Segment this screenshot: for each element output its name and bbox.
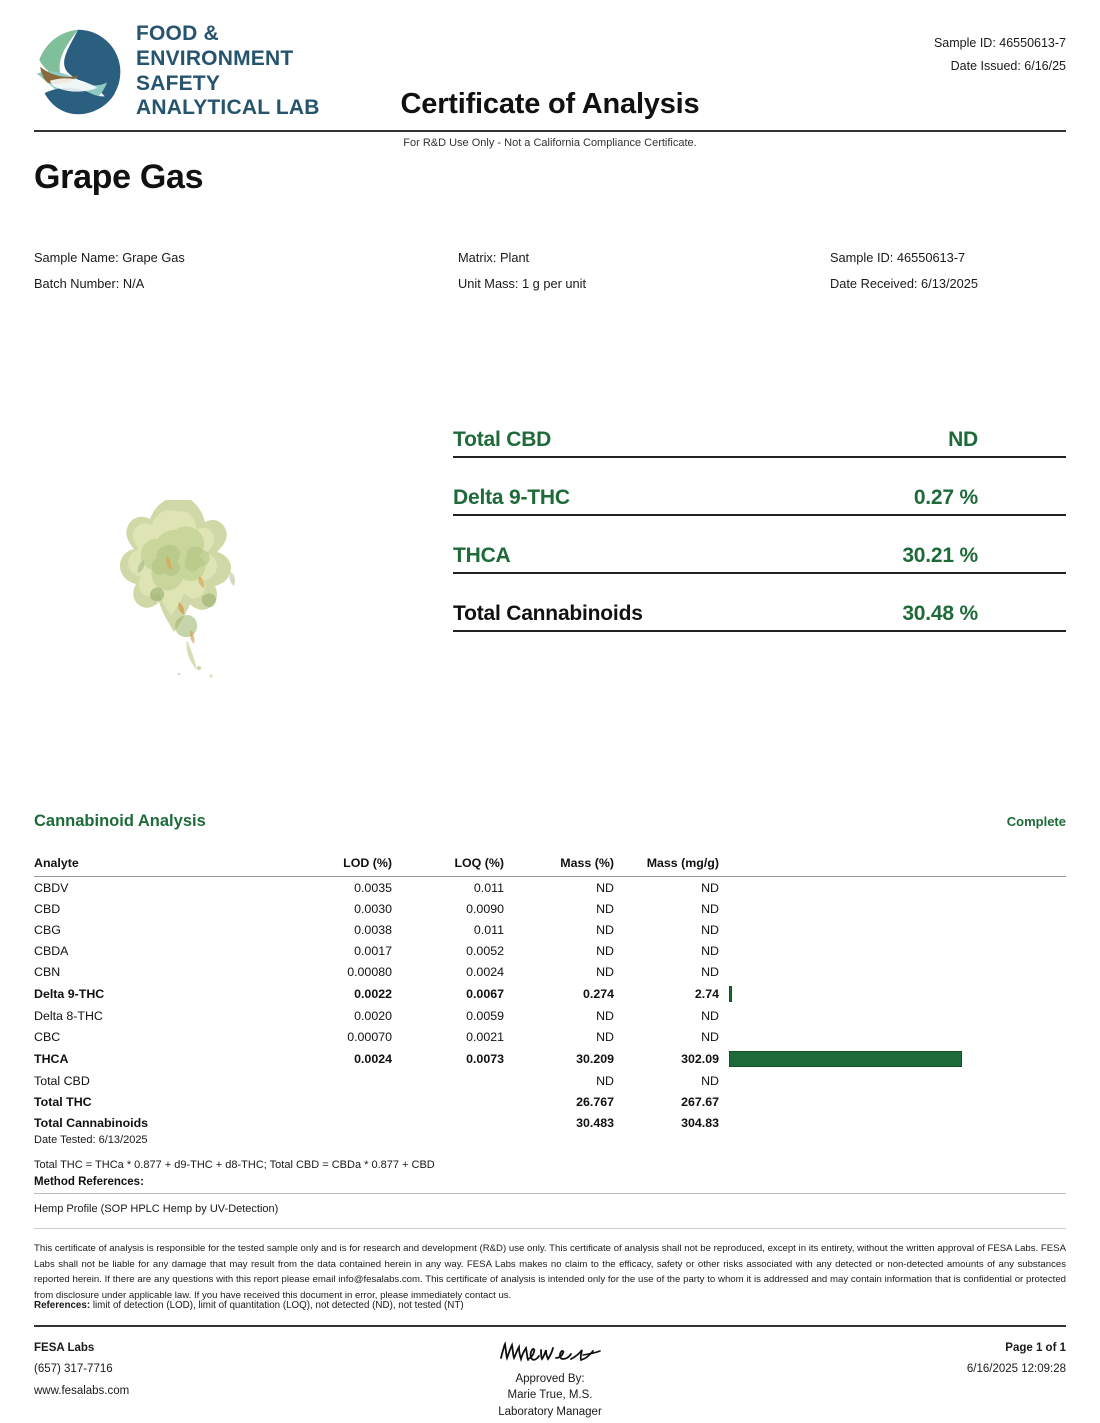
approver-name: Marie True, M.S. (507, 1389, 593, 1402)
sample-info-column-3 (830, 245, 1066, 297)
cell-analyte: Total THC (34, 1094, 92, 1109)
cell-mass-mgg: ND (701, 880, 719, 895)
cell-lod: 0.0017 (354, 943, 392, 958)
cannabis-bud-image (95, 490, 285, 690)
cell-analyte: Delta 9-THC (34, 986, 105, 1001)
cell-analyte: CBN (34, 964, 61, 979)
cell-loq: 0.0024 (466, 964, 504, 979)
cell-value-bar (719, 919, 1066, 940)
summary-label-thca: THCA (453, 544, 511, 567)
sample-name: Sample Name: Grape Gas (34, 250, 185, 265)
cell-mass-pct: ND (596, 922, 614, 937)
cannabinoid-analysis-table (34, 856, 1066, 1133)
matrix: Matrix: Plant (458, 250, 530, 265)
summary-value-thca: 30.21 % (902, 544, 978, 567)
cell-loq: 0.0052 (466, 943, 504, 958)
cell-lod: 0.00070 (347, 1029, 392, 1044)
summary-row (453, 516, 1066, 574)
table-row (34, 1091, 1066, 1112)
calculation-formula: Total THC = THCa * 0.877 + d9-THC + d8-THC; Total CBD = CBDa * 0.877 + CBD (34, 1159, 435, 1172)
section-title: Cannabinoid Analysis (34, 812, 206, 830)
cell-mass-mgg: ND (701, 1029, 719, 1044)
approved-by-label: Approved By: (515, 1372, 585, 1385)
footer-lab-name: FESA Labs (34, 1342, 95, 1354)
cell-value-bar (719, 1091, 1066, 1112)
signature-icon (495, 1338, 605, 1364)
batch-number: Batch Number: N/A (34, 276, 145, 292)
cell-loq: 0.0073 (466, 1051, 504, 1066)
col-header-mass-pct: Mass (%) (504, 856, 614, 877)
cell-value-bar (719, 898, 1066, 919)
cell-mass-mgg: 2.74 (694, 986, 719, 1001)
cell-lod: 0.0024 (354, 1051, 392, 1066)
value-bar (729, 986, 732, 1002)
cell-loq: 0.0059 (466, 1008, 504, 1023)
sample-info-column-2 (458, 245, 830, 297)
cell-mass-pct: ND (596, 1029, 614, 1044)
analysis-table-body (34, 877, 1066, 1134)
sample-id: Sample ID: 46550613-7 (830, 250, 966, 265)
cell-analyte: CBDV (34, 880, 69, 895)
summary-row (453, 458, 1066, 516)
cell-value-bar (719, 877, 1066, 899)
cell-loq: 0.011 (473, 880, 504, 895)
unit-mass: Unit Mass: 1 g per unit (458, 276, 587, 292)
summary-results-table (453, 400, 1066, 632)
cell-mass-pct: ND (596, 964, 614, 979)
cell-lod (284, 1070, 392, 1091)
cell-value-bar (719, 940, 1066, 961)
status-badge: Complete (1006, 814, 1066, 829)
cell-mass-mgg: 302.09 (681, 1051, 719, 1066)
date-tested: Date Tested: 6/13/2025 (34, 1134, 148, 1146)
cell-mass-mgg: ND (701, 1073, 719, 1088)
cell-lod: 0.0022 (354, 986, 392, 1001)
cell-mass-mgg: 304.83 (681, 1115, 719, 1130)
sample-info-column-1 (34, 245, 458, 297)
table-row (34, 1026, 1066, 1047)
cell-lod (284, 1091, 392, 1112)
cell-mass-mgg: 267.67 (681, 1094, 719, 1109)
sample-info-block (34, 245, 1066, 297)
legal-disclaimer: This certificate of analysis is responsible for the tested sample only and is for research and development (R&D) use only. This certificate of analysis shall not be reproduced, except in its entirety, without the written approval of FESA Labs. FESA Labs shall not be liable for any damage that may result from the data contained herein in any way. FESA Labs makes no claim to the efficacy, safety or other risks associated with any detected or non-detected amounts of any substances reported herein. If there are any questions with this report please email info@fesalabs.com. This certificate of analysis is intended only for the use of the party to whom it is addressed and may contain information that is confidential or protected from disclosure under applicable law. If you have received this document in error, please immediately contact us. (34, 1243, 1066, 1301)
cell-value-bar (719, 1026, 1066, 1047)
summary-label-delta-9-thc: Delta 9-THC (453, 486, 570, 509)
table-row (34, 1047, 1066, 1070)
table-row (34, 940, 1066, 961)
sample-photo (35, 300, 375, 770)
summary-row (453, 400, 1066, 458)
page-subtitle: For R&D Use Only - Not a California Compliance Certificate. (403, 137, 697, 149)
cell-mass-pct: ND (596, 880, 614, 895)
footer-approval (34, 1338, 1066, 1421)
cell-value-bar (719, 982, 1066, 1005)
cell-loq: 0.011 (473, 922, 504, 937)
logo-line-1: FOOD & (136, 22, 219, 45)
cell-lod: 0.0035 (354, 880, 392, 895)
cell-mass-pct: ND (596, 901, 614, 916)
page-title: Certificate of Analysis (400, 88, 700, 120)
references-label: References: (34, 1300, 91, 1311)
summary-label-total-cannabinoids: Total Cannabinoids (453, 602, 643, 625)
cell-mass-mgg: ND (701, 901, 719, 916)
table-header-row (34, 856, 1066, 877)
document-header (0, 0, 1100, 132)
table-row (34, 898, 1066, 919)
cell-analyte: CBDA (34, 943, 69, 958)
summary-value-delta-9-thc: 0.27 % (913, 486, 978, 509)
col-header-bar (719, 856, 1066, 877)
page-number: Page 1 of 1 (1005, 1342, 1066, 1354)
notes-divider (34, 1228, 1066, 1229)
cell-mass-mgg: ND (701, 1008, 719, 1023)
cell-mass-pct: 30.483 (576, 1115, 614, 1130)
col-header-lod: LOD (%) (284, 856, 392, 877)
cell-loq: 0.0090 (466, 901, 504, 916)
cell-lod: 0.0038 (354, 922, 392, 937)
references-line (34, 1300, 1066, 1311)
summary-label-total-cbd: Total CBD (453, 428, 552, 451)
cell-analyte: Total CBD (34, 1073, 90, 1088)
table-row (34, 961, 1066, 982)
cell-mass-pct: 30.209 (576, 1051, 614, 1066)
document-footer (34, 1338, 1066, 1418)
cell-loq (392, 1070, 504, 1091)
generated-timestamp: 6/16/2025 12:09:28 (966, 1363, 1066, 1376)
cell-value-bar (719, 961, 1066, 982)
summary-value-total-cannabinoids: 30.48 % (902, 602, 978, 625)
col-header-analyte: Analyte (34, 856, 284, 877)
cell-mass-pct: ND (596, 943, 614, 958)
cell-mass-pct: 26.767 (576, 1094, 614, 1109)
summary-row (453, 574, 1066, 632)
cell-value-bar (719, 1047, 1066, 1070)
table-row (34, 982, 1066, 1005)
cell-mass-mgg: ND (701, 922, 719, 937)
footer-page-info (967, 1338, 1066, 1381)
cell-mass-pct: 0.274 (582, 986, 614, 1001)
cell-analyte: CBG (34, 922, 61, 937)
table-row (34, 877, 1066, 899)
method-references-header: Method References: (34, 1176, 1066, 1194)
table-row (34, 1070, 1066, 1091)
logo-line-2: ENVIRONMENT (136, 46, 294, 70)
cell-loq: 0.0021 (466, 1029, 504, 1044)
cell-analyte: THCA (34, 1051, 69, 1066)
cell-mass-mgg: ND (701, 943, 719, 958)
date-received: Date Received: 6/13/2025 (830, 276, 978, 292)
cell-lod: 0.0030 (354, 901, 392, 916)
cell-lod: 0.0020 (354, 1008, 392, 1023)
logo-line-3: SAFETY (136, 71, 221, 95)
cell-mass-pct: ND (596, 1073, 614, 1088)
footer-divider (34, 1325, 1066, 1327)
header-sample-id: Sample ID: 46550613-7 (933, 36, 1066, 50)
summary-value-total-cbd: ND (948, 428, 978, 451)
method-references-body: Hemp Profile (SOP HPLC Hemp by UV-Detection) (34, 1203, 279, 1215)
header-meta (934, 32, 1066, 78)
header-divider (34, 130, 1066, 132)
cell-value-bar (719, 1005, 1066, 1026)
references-text: limit of detection (LOD), limit of quantitation (LOQ), not detected (ND), not tested (NT) (90, 1300, 464, 1311)
header-date-issued: Date Issued: 6/16/25 (950, 59, 1066, 74)
footer-phone: (657) 317-7716 (34, 1363, 113, 1376)
col-header-mass-mgg: Mass (mg/g) (614, 856, 719, 877)
col-header-loq: LOQ (%) (392, 856, 504, 877)
table-row (34, 1005, 1066, 1026)
cell-analyte: CBC (34, 1029, 61, 1044)
analysis-notes (34, 1128, 1066, 1179)
cell-mass-pct: ND (596, 1008, 614, 1023)
value-bar (729, 1051, 962, 1067)
cell-value-bar (719, 1070, 1066, 1091)
cell-analyte: Delta 8-THC (34, 1008, 103, 1023)
table-row (34, 919, 1066, 940)
cell-mass-mgg: ND (701, 964, 719, 979)
cell-loq: 0.0067 (466, 986, 504, 1001)
cell-loq (392, 1091, 504, 1112)
cannabinoid-analysis-header (34, 812, 1066, 831)
footer-website[interactable]: www.fesalabs.com (34, 1384, 130, 1397)
logo-line-4: ANALYTICAL LAB (136, 96, 320, 120)
product-name: Grape Gas (34, 158, 204, 196)
cell-analyte: CBD (34, 901, 61, 916)
cell-analyte: Total Cannabinoids (34, 1115, 149, 1130)
cell-lod: 0.00080 (347, 964, 392, 979)
approver-title: Laboratory Manager (498, 1406, 602, 1419)
